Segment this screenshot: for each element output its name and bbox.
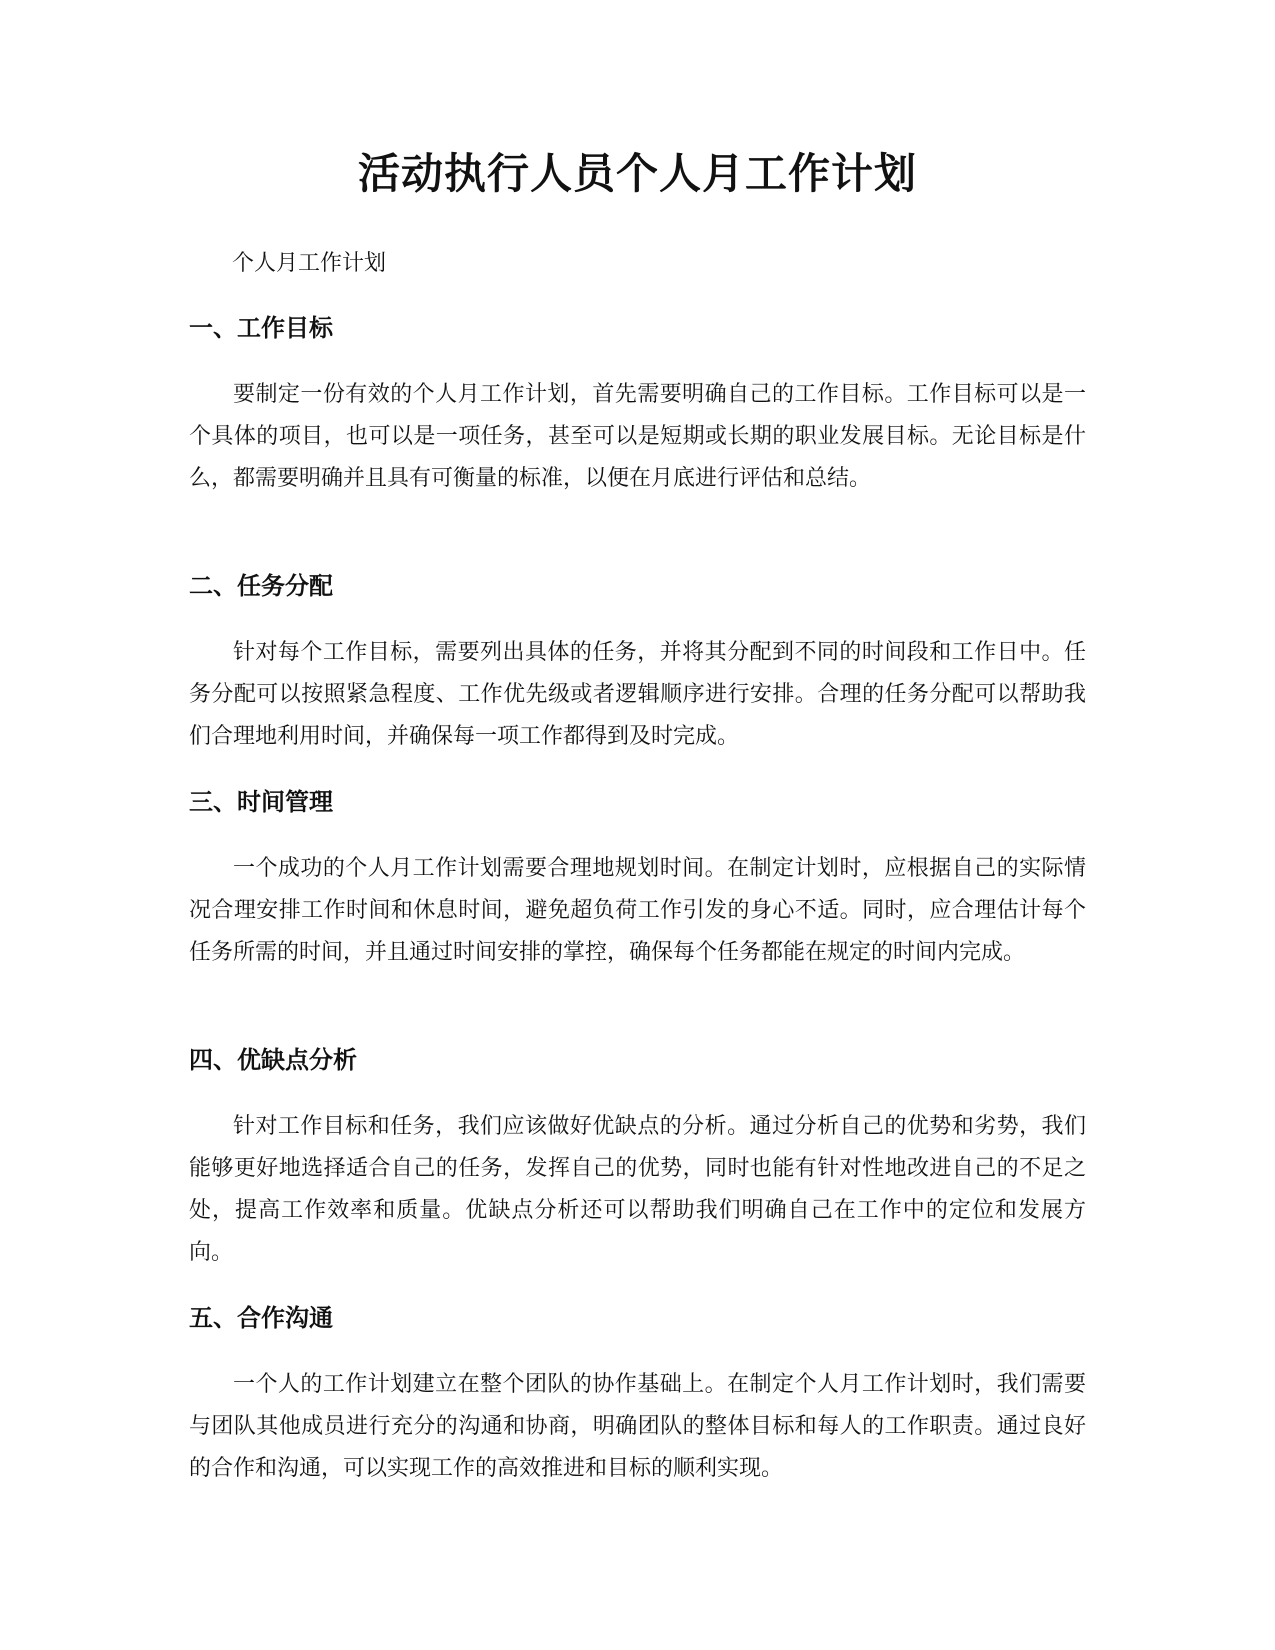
section-heading-strengths-weaknesses: 四、优缺点分析 [189,1046,357,1074]
section-paragraph-collaboration: 一个人的工作计划建立在整个团队的协作基础上。在制定个人月工作计划时，我们需要与团队其他成员进行充分的沟通和协商，明确团队的整体目标和每人的工作职责。通过良好的合作和沟通，可以实现工作的高效推进和目标的顺利实现。 [189,1372,1086,1481]
document-subtitle: 个人月工作计划 [232,251,387,276]
section-paragraph-strengths-weaknesses: 针对工作目标和任务，我们应该做好优缺点的分析。通过分析自己的优势和劣势，我们能够更好地选择适合自己的任务，发挥自己的优势，同时也能有针对性地改进自己的不足之处，提高工作效率和质量。优缺点分析还可以帮助我们明确自己在工作中的定位和发展方向。 [189,1114,1086,1265]
section-heading-collaboration: 五、合作沟通 [189,1304,333,1332]
section-paragraph-goals: 要制定一份有效的个人月工作计划，首先需要明确自己的工作目标。工作目标可以是一个具体的项目，也可以是一项任务，甚至可以是短期或长期的职业发展目标。无论目标是什么，都需要明确并且具有可衡量的标准，以便在月底进行评估和总结。 [189,382,1086,491]
page-title: 活动执行人员个人月工作计划 [357,149,917,198]
section-heading-task-allocation: 二、任务分配 [189,572,333,600]
section-paragraph-time-management: 一个成功的个人月工作计划需要合理地规划时间。在制定计划时，应根据自己的实际情况合理安排工作时间和休息时间，避免超负荷工作引发的身心不适。同时，应合理估计每个任务所需的时间，并且通过时间安排的掌控，确保每个任务都能在规定的时间内完成。 [189,856,1086,965]
section-heading-goals: 一、工作目标 [189,314,333,342]
section-heading-time-management: 三、时间管理 [189,788,333,816]
section-paragraph-task-allocation: 针对每个工作目标，需要列出具体的任务，并将其分配到不同的时间段和工作日中。任务分配可以按照紧急程度、工作优先级或者逻辑顺序进行安排。合理的任务分配可以帮助我们合理地利用时间，并确保每一项工作都得到及时完成。 [189,640,1086,749]
